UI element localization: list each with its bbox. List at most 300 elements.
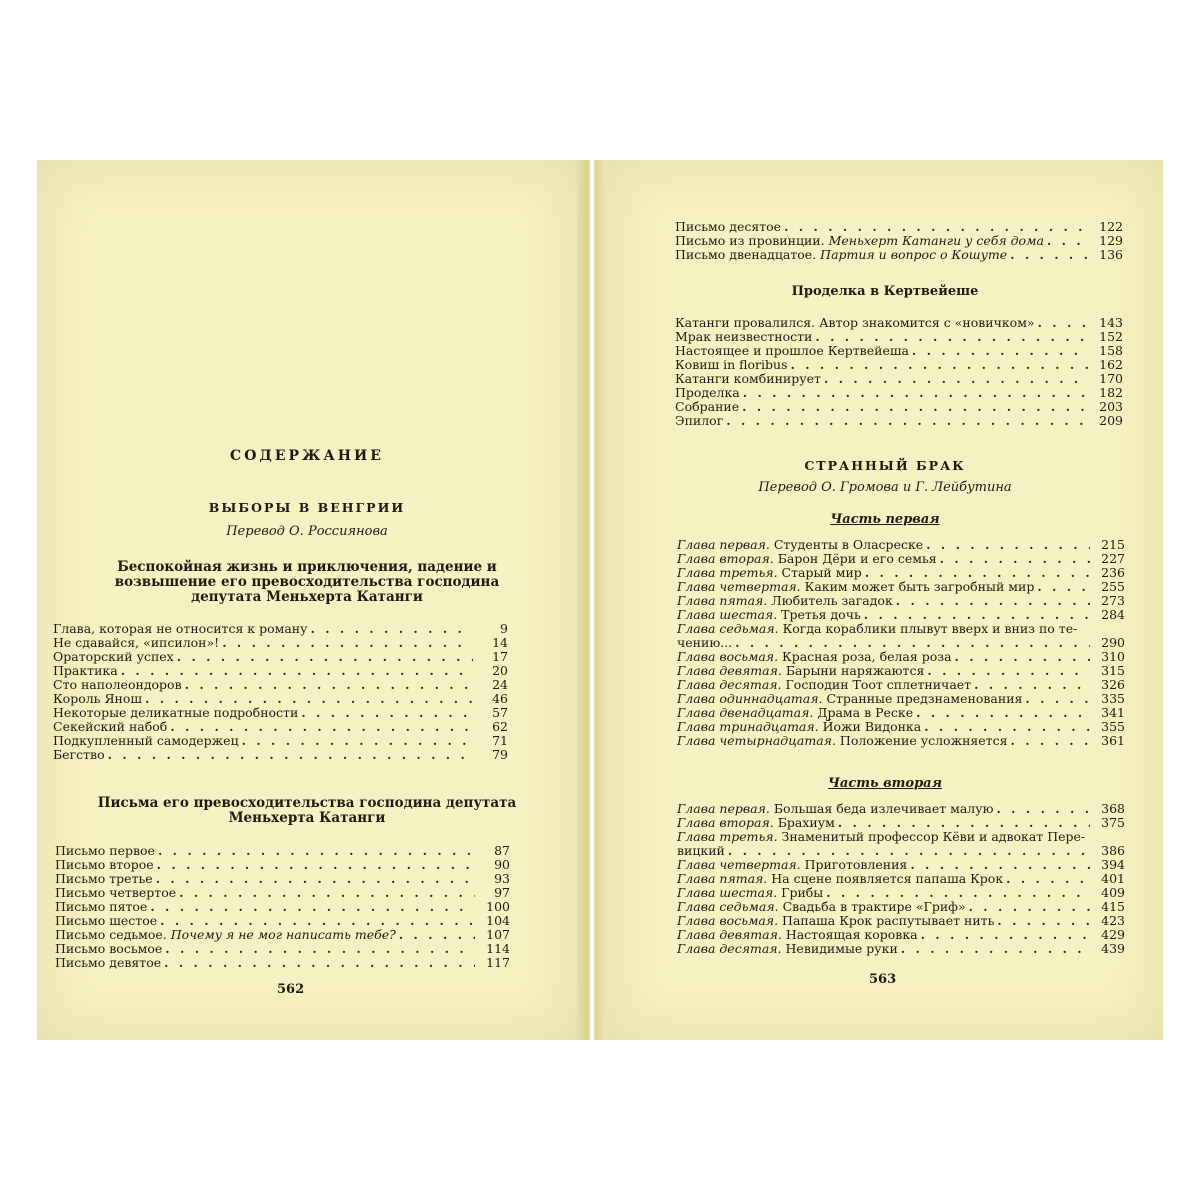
toc-entry — [55, 872, 510, 886]
entry-text: Красная роза, белая роза — [782, 649, 952, 664]
entry-text: Письмо седьмое. — [55, 927, 167, 942]
page-ref: 9 — [500, 621, 508, 636]
dot-leader — [901, 942, 1090, 956]
page-ref: 136 — [1099, 247, 1123, 262]
dot-leader — [955, 650, 1090, 664]
page-ref: 104 — [486, 913, 510, 928]
entry-text: Большая беда излечивает малую — [773, 801, 994, 816]
page-ref: 236 — [1101, 565, 1125, 580]
toc-entry — [53, 720, 508, 734]
toc-entry — [675, 386, 1123, 400]
chapter-prefix: Глава четырнадцатая. — [677, 733, 836, 748]
entry-text: Брахиум — [777, 815, 835, 830]
dot-leader — [865, 566, 1090, 580]
chapter-prefix: Глава седьмая. — [677, 621, 779, 636]
entry-text: вицкий — [677, 843, 725, 858]
page-ref: 415 — [1101, 899, 1125, 914]
toc-entry — [55, 858, 510, 872]
toc-entry-title — [677, 914, 994, 928]
toc-entry-title — [677, 636, 732, 650]
entry-text: Третья дочь — [781, 607, 861, 622]
dot-leader — [399, 928, 475, 942]
page-ref: 20 — [492, 663, 508, 678]
toc-entry-title — [53, 650, 174, 664]
toc-list-part1 — [53, 622, 508, 762]
chapter-prefix: Глава первая. — [677, 801, 770, 816]
page-ref: 439 — [1101, 941, 1125, 956]
section-title-elections: ВЫБОРЫ В ВЕНГРИИ — [208, 500, 406, 515]
toc-entry-title — [53, 734, 239, 748]
toc-entry-title — [53, 636, 219, 650]
page-ref: 368 — [1101, 801, 1125, 816]
entry-text: Письмо третье — [55, 871, 153, 886]
toc-entry — [677, 844, 1125, 858]
toc-entry-title — [675, 400, 739, 414]
entry-text: Письмо восьмое — [55, 941, 163, 956]
toc-entry-title — [675, 386, 740, 400]
toc-entry-title — [677, 830, 1085, 844]
entry-text: Ораторский успех — [53, 649, 174, 664]
dot-leader — [121, 664, 473, 678]
toc-entry — [677, 816, 1125, 830]
toc-entry-title — [677, 608, 861, 622]
toc-entry-title — [53, 692, 142, 706]
dot-leader — [156, 872, 475, 886]
toc-entry — [675, 316, 1123, 330]
dot-leader — [969, 900, 1090, 914]
chapter-prefix: Глава десятая. — [677, 677, 782, 692]
toc-entry-title — [55, 886, 176, 900]
toc-entry — [677, 830, 1125, 844]
toc-entry — [53, 622, 508, 636]
toc-entry-title — [677, 692, 1022, 706]
chapter-prefix: Глава восьмая. — [677, 649, 779, 664]
dot-leader — [157, 858, 475, 872]
toc-entry-title — [677, 720, 921, 734]
entry-text: Положение усложняется — [839, 733, 1008, 748]
dot-leader — [838, 816, 1090, 830]
toc-entry-title — [677, 858, 907, 872]
toc-entry — [55, 914, 510, 928]
translator-line: Перевод О. Россиянова — [226, 524, 388, 539]
page-ref: 386 — [1101, 843, 1125, 858]
toc-entry-title — [677, 816, 835, 830]
toc-entry — [55, 886, 510, 900]
toc-entry — [53, 678, 508, 692]
chapter-prefix: Глава третья. — [677, 829, 778, 844]
dot-leader — [784, 220, 1088, 234]
entry-text: Письмо второе — [55, 857, 154, 872]
dot-leader — [301, 706, 473, 720]
part-one-title: Часть первая — [830, 512, 940, 527]
chapter-prefix: Глава первая. — [677, 537, 770, 552]
toc-entry-title — [675, 248, 1007, 262]
entry-text: Барыни наряжаются — [785, 663, 925, 678]
toc-entry — [675, 358, 1123, 372]
translator-line: Перевод О. Громова и Г. Лейбутина — [758, 480, 1012, 495]
dot-leader — [997, 914, 1090, 928]
entry-text: Эпилог — [675, 413, 724, 428]
toc-entry — [677, 886, 1125, 900]
page-ref: 335 — [1101, 691, 1125, 706]
dot-leader — [940, 552, 1090, 566]
dot-leader — [974, 678, 1090, 692]
dot-leader — [1025, 692, 1090, 706]
dot-leader — [150, 900, 475, 914]
page-ref: 117 — [486, 955, 510, 970]
entry-text: Катанги провалился. Автор знакомится с «новичком» — [675, 315, 1035, 330]
dot-leader — [177, 650, 473, 664]
page-ref: 93 — [494, 871, 510, 886]
toc-entry-title — [675, 414, 723, 428]
entry-text: Каким может быть загробный мир — [804, 579, 1035, 594]
dot-leader — [108, 748, 473, 762]
page-ref: 158 — [1099, 343, 1123, 358]
toc-entry — [675, 248, 1123, 262]
page-ref: 14 — [492, 635, 508, 650]
toc-entry-title — [677, 802, 993, 816]
toc-entry-title — [675, 220, 781, 234]
entry-text: Практика — [53, 663, 118, 678]
page-ref: 114 — [486, 941, 510, 956]
dot-leader — [742, 400, 1088, 414]
toc-entry — [677, 650, 1125, 664]
toc-entry-title — [677, 872, 1003, 886]
dot-leader — [791, 358, 1089, 372]
page-ref: 429 — [1101, 927, 1125, 942]
chapter-prefix: Глава двенадцатая. — [677, 705, 814, 720]
entry-text: Папаша Крок распутывает нить — [782, 913, 995, 928]
dot-leader — [910, 858, 1090, 872]
entry-text: Свадьба в трактире «Гриф» — [782, 899, 966, 914]
dot-leader — [926, 538, 1090, 552]
entry-text: Подкупленный самодержец — [53, 733, 239, 748]
toc-entry-title — [677, 664, 924, 678]
page-ref: 375 — [1101, 815, 1125, 830]
toc-entry-title — [55, 914, 157, 928]
heading-line: Меньхерта Катанги — [228, 810, 386, 826]
toc-entry-title — [53, 748, 105, 762]
toc-entry — [677, 802, 1125, 816]
dot-leader — [179, 886, 475, 900]
page-ref: 209 — [1099, 413, 1123, 428]
toc-list-letters — [55, 844, 510, 970]
page-ref: 143 — [1099, 315, 1123, 330]
heading-line: депутата Меньхерта Катанги — [191, 589, 423, 605]
page-ref: 315 — [1101, 663, 1125, 678]
chapter-prefix: Глава десятая. — [677, 941, 782, 956]
toc-entry — [53, 664, 508, 678]
toc-entry-title — [55, 956, 161, 970]
page-ref: 122 — [1099, 219, 1123, 234]
page-ref: 255 — [1101, 579, 1125, 594]
toc-entry-title — [677, 844, 725, 858]
entry-text: Письмо пятое — [55, 899, 148, 914]
toc-entry — [675, 234, 1123, 248]
toc-list-prank — [675, 316, 1123, 428]
dot-leader — [222, 636, 473, 650]
toc-entry-title — [677, 650, 952, 664]
heading-line: возвышение его превосходительства господина — [114, 574, 500, 590]
toc-entry — [677, 914, 1125, 928]
entry-text: Катанги комбинирует — [675, 371, 821, 386]
page-ref: 71 — [492, 733, 508, 748]
toc-entry-title — [55, 928, 396, 942]
page-ref: 361 — [1101, 733, 1125, 748]
toc-entry — [55, 900, 510, 914]
dot-leader — [170, 720, 473, 734]
page-ref: 162 — [1099, 357, 1123, 372]
right-page — [607, 160, 1163, 1040]
page-ref: 129 — [1099, 233, 1123, 248]
toc-entry-title — [55, 942, 162, 956]
chapter-prefix: Глава седьмая. — [677, 899, 779, 914]
entry-text: Старый мир — [781, 565, 862, 580]
chapter-prefix: Глава вторая. — [677, 815, 774, 830]
entry-text: Барон Дёри и его семья — [777, 551, 937, 566]
toc-entry-title — [675, 234, 1044, 248]
dot-leader — [728, 844, 1090, 858]
entry-text: Ковиш in floribus — [675, 357, 788, 372]
toc-entry — [53, 748, 508, 762]
chapter-prefix: Глава вторая. — [677, 551, 774, 566]
toc-entry — [53, 706, 508, 720]
entry-text: Секейский набоб — [53, 719, 168, 734]
dot-leader — [921, 928, 1090, 942]
page-ref: 90 — [494, 857, 510, 872]
page-ref: 62 — [492, 719, 508, 734]
page-ref: 79 — [492, 747, 508, 762]
chapter-prefix: Глава четвертая. — [677, 579, 801, 594]
toc-entry-title — [677, 594, 893, 608]
toc-entry — [677, 608, 1125, 622]
entry-text: Письмо десятое — [675, 219, 782, 234]
toc-entry — [675, 400, 1123, 414]
heading-line: Письма его превосходительства господина депутата — [97, 795, 517, 811]
toc-entry-title — [55, 858, 154, 872]
dot-leader — [242, 734, 473, 748]
page-ref: 17 — [492, 649, 508, 664]
toc-entry-title — [675, 372, 821, 386]
toc-entry-title — [53, 678, 182, 692]
page-ref: 290 — [1101, 635, 1125, 650]
toc-entry-title — [677, 580, 1034, 594]
dot-leader — [916, 706, 1090, 720]
page-ref: 152 — [1099, 329, 1123, 344]
toc-entry — [677, 678, 1125, 692]
entry-text: Письмо из провинции. — [675, 233, 825, 248]
page-ref: 355 — [1101, 719, 1125, 734]
entry-text: Когда кораблики плывут вверх и вниз по те- — [782, 621, 1078, 636]
entry-text: Господин Тоот сплетничает — [785, 677, 972, 692]
toc-entry — [675, 414, 1123, 428]
dot-leader — [996, 802, 1090, 816]
toc-list-letters-cont — [675, 220, 1123, 262]
entry-text: Письмо первое — [55, 843, 155, 858]
toc-entry — [677, 622, 1125, 636]
entry-text: Король Янош — [53, 691, 143, 706]
dot-leader — [1047, 234, 1088, 248]
entry-text: Приготовления — [804, 857, 908, 872]
toc-entry-title — [53, 622, 307, 636]
toc-entry-title — [55, 872, 153, 886]
toc-entry-title — [53, 720, 167, 734]
chapter-prefix: Глава третья. — [677, 565, 778, 580]
entry-text: Собрание — [675, 399, 740, 414]
toc-entry-title — [53, 664, 118, 678]
dot-leader — [864, 608, 1090, 622]
entry-text: На сцене появляется папаша Крок — [771, 871, 1004, 886]
entry-subtitle: Партия и вопрос о Кошуте — [820, 247, 1008, 262]
entry-text: чению... — [677, 635, 733, 650]
entry-text: Настоящая коровка — [785, 927, 918, 942]
part-heading-prank: Проделка в Кертвейеше — [791, 284, 979, 299]
toc-entry — [677, 858, 1125, 872]
toc-entry-title — [675, 344, 909, 358]
page-ref: 97 — [494, 885, 510, 900]
entry-text: Грибы — [781, 885, 824, 900]
toc-entry-title — [677, 552, 937, 566]
page-ref: 401 — [1101, 871, 1125, 886]
dot-leader — [185, 678, 473, 692]
toc-entry — [677, 928, 1125, 942]
dot-leader — [826, 886, 1090, 900]
part-heading-katangi — [37, 560, 577, 605]
page-ref: 284 — [1101, 607, 1125, 622]
dot-leader — [924, 720, 1090, 734]
page-ref: 423 — [1101, 913, 1125, 928]
entry-text: Йожи Видонка — [822, 719, 922, 734]
toc-entry-title — [677, 538, 923, 552]
entry-subtitle: Меньхерт Катанги у себя дома — [828, 233, 1044, 248]
dot-leader — [912, 344, 1088, 358]
page-ref: 46 — [492, 691, 508, 706]
page-ref: 107 — [486, 927, 510, 942]
toc-entry — [677, 706, 1125, 720]
page-ref: 170 — [1099, 371, 1123, 386]
entry-text: Проделка — [675, 385, 740, 400]
page-ref: 57 — [492, 705, 508, 720]
dot-leader — [158, 844, 475, 858]
entry-text: Знаменитый профессор Кёви и адвокат Пере- — [781, 829, 1086, 844]
page-ref: 215 — [1101, 537, 1125, 552]
entry-text: Невидимые руки — [785, 941, 898, 956]
dot-leader — [726, 414, 1088, 428]
dot-leader — [1038, 316, 1088, 330]
dot-leader — [310, 622, 473, 636]
dot-leader — [824, 372, 1088, 386]
toc-entry — [677, 552, 1125, 566]
page-ref: 273 — [1101, 593, 1125, 608]
toc-entry — [53, 692, 508, 706]
dot-leader — [896, 594, 1090, 608]
chapter-prefix: Глава пятая. — [677, 871, 768, 886]
dot-leader — [1037, 580, 1090, 594]
page-ref: 203 — [1099, 399, 1123, 414]
dot-leader — [735, 636, 1090, 650]
page-ref: 409 — [1101, 885, 1125, 900]
toc-entry-title — [55, 900, 147, 914]
entry-text: Глава, которая не относится к роману — [53, 621, 308, 636]
page-number: 562 — [277, 982, 305, 997]
toc-entry-title — [675, 330, 812, 344]
page-ref: 87 — [494, 843, 510, 858]
toc-entry — [55, 942, 510, 956]
toc-list-part-one — [677, 538, 1125, 748]
toc-entry — [677, 538, 1125, 552]
toc-entry-title — [53, 706, 298, 720]
dot-leader — [1010, 248, 1088, 262]
toc-entry-title — [675, 316, 1035, 330]
page-ref: 310 — [1101, 649, 1125, 664]
toc-entry — [55, 844, 510, 858]
toc-entry-title — [677, 678, 971, 692]
heading-line: Беспокойная жизнь и приключения, падение и — [117, 559, 497, 575]
toc-entry-title — [675, 358, 788, 372]
dot-leader — [145, 692, 473, 706]
page-ref: 326 — [1101, 677, 1125, 692]
toc-entry-title — [677, 734, 1007, 748]
chapter-prefix: Глава тринадцатая. — [677, 719, 819, 734]
toc-entry — [677, 720, 1125, 734]
entry-text: Письмо девятое — [55, 955, 162, 970]
entry-text: Любитель загадок — [771, 593, 893, 608]
toc-entry-title — [677, 622, 1077, 636]
entry-text: Настоящее и прошлое Кертвейеша — [675, 343, 909, 358]
toc-entry — [55, 956, 510, 970]
toc-entry-title — [677, 942, 898, 956]
toc-entry — [677, 664, 1125, 678]
part-heading-letters — [37, 796, 577, 826]
toc-entry — [677, 900, 1125, 914]
dot-leader — [1010, 734, 1090, 748]
chapter-prefix: Глава девятая. — [677, 927, 782, 942]
toc-list-part-two — [677, 802, 1125, 956]
page-ref: 394 — [1101, 857, 1125, 872]
toc-entry-title — [677, 706, 913, 720]
dot-leader — [165, 942, 475, 956]
toc-entry — [53, 734, 508, 748]
entry-subtitle: Почему я не мог написать тебе? — [170, 927, 396, 942]
dot-leader — [1006, 872, 1090, 886]
entry-text: Студенты в Оласреске — [773, 537, 924, 552]
toc-entry-title — [677, 886, 823, 900]
toc-entry — [675, 344, 1123, 358]
dot-leader — [927, 664, 1090, 678]
chapter-prefix: Глава пятая. — [677, 593, 768, 608]
toc-entry — [677, 692, 1125, 706]
chapter-prefix: Глава шестая. — [677, 885, 778, 900]
toc-entry-title — [677, 566, 862, 580]
entry-text: Письмо шестое — [55, 913, 158, 928]
page-ref: 341 — [1101, 705, 1125, 720]
entry-text: Письмо четвертое — [55, 885, 177, 900]
entry-text: Некоторые деликатные подробности — [53, 705, 299, 720]
chapter-prefix: Глава одиннадцатая. — [677, 691, 823, 706]
chapter-prefix: Глава шестая. — [677, 607, 778, 622]
section-title-strange-marriage: СТРАННЫЙ БРАК — [804, 458, 966, 473]
entry-text: Драма в Реске — [817, 705, 914, 720]
toc-entry — [677, 872, 1125, 886]
toc-entry — [677, 580, 1125, 594]
entry-text: Не сдавайся, «ипсилон»! — [53, 635, 220, 650]
entry-text: Бегство — [53, 747, 105, 762]
entry-text: Сто наполеондоров — [53, 677, 182, 692]
chapter-prefix: Глава четвертая. — [677, 857, 801, 872]
chapter-prefix: Глава восьмая. — [677, 913, 779, 928]
toc-entry — [53, 636, 508, 650]
page-ref: 182 — [1099, 385, 1123, 400]
